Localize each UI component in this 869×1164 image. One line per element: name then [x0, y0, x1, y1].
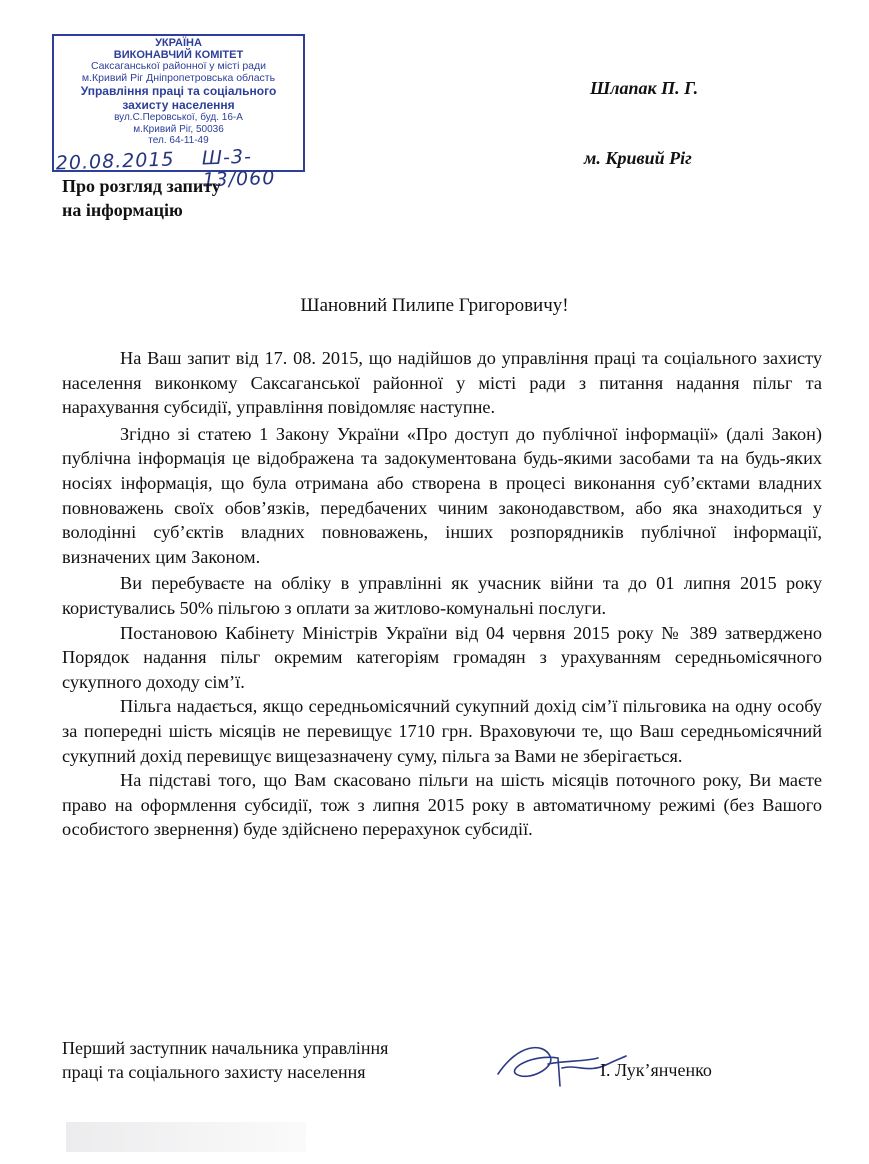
- stamp-country: УКРАЇНА: [155, 37, 202, 49]
- greeting: Шановний Пилипе Григоровичу!: [300, 295, 569, 316]
- stamp-street: вул.С.Перовської, буд. 16-А: [114, 112, 243, 123]
- signature-block: [62, 1036, 388, 1084]
- paragraph-status: Ви перебуваєте на обліку в управлінні як учасник війни та до 01 липня 2015 року користувались 50% пільгою з оплати за житлово-комунальні послуги.: [62, 573, 822, 618]
- subject-line-1: Про розгляд запиту: [62, 176, 221, 196]
- stamp-region: м.Кривий Ріг Дніпропетровська область: [81, 71, 276, 84]
- stamp-department-line2: захисту населення: [122, 98, 235, 112]
- letter-subject: [62, 174, 221, 222]
- paragraph-request: На Ваш запит від 17. 08. 2015, що надійшов до управління праці та соціального захисту населення виконкому Саксаганської районної у місті ради з питання надання пільг та нарахування субсидії, управління повідомляє наступне.: [62, 348, 822, 418]
- paragraph-law: Згідно зі статею 1 Закону України «Про доступ до публічної інформації» (далі Закон) публічна інформація це відображена та задокументована будь-якими засобами та на будь-яких носіях інформація, що була отримана або створена в процесі виконання суб’єктами владних повноважень своїх обов’язків, передбачених чиним законодавством, або яка знаходиться у володінні суб’єктів владних повноважень, інших розпорядників публічної інформації, визначених цим Законом.: [62, 423, 822, 567]
- stamp-city: м.Кривий Ріг, 50036: [133, 123, 224, 135]
- signer-title-line-2: праці та соціального захисту населення: [62, 1062, 366, 1082]
- paragraph-resolution: Постановою Кабінету Міністрів України від 04 червня 2015 року № 389 затверджено Порядок надання пільг окремим категоріям громадян з урахуванням середньомісячного сукупного доходу сім’ї.: [62, 622, 822, 692]
- paragraph-subsidy: На підставі того, що Вам скасовано пільги на шість місяців поточного року, Ви маєте право на оформлення субсидії, тож з липня 2015 року в автоматичному режимі (без Вашого особистого звернення) буде здійснено перерахунок субсидії.: [62, 770, 822, 840]
- faded-stamp-residue: [66, 1122, 306, 1152]
- stamp-committee: ВИКОНАВЧИЙ КОМІТЕТ: [113, 48, 244, 61]
- signer-name: І. Лук’янченко: [600, 1060, 712, 1080]
- handwritten-date: 20.08.2015: [55, 148, 175, 175]
- subject-line-2: на інформацію: [62, 200, 183, 220]
- recipient-city: м. Кривий Ріг: [584, 148, 692, 168]
- handwritten-number: Ш-3-13/060: [201, 145, 276, 192]
- paragraph-condition: Пільга надається, якщо середньомісячний сукупний дохід сім’ї пільговика на одну особу за попередні шість місяців не перевищує 1710 грн. Враховуючи те, що Ваш середньомісячний сукупний дохід перевищує вищезазначену суму, пільга за Вами не зберігається.: [62, 696, 822, 766]
- letter-body: [62, 346, 822, 842]
- stamp-district: Саксаганської районної у місті ради: [90, 60, 267, 72]
- recipient-name: Шлапак П. Г.: [590, 78, 699, 98]
- signer-title-line-1: Перший заступник начальника управління: [62, 1038, 389, 1058]
- stamp-phone: тел. 64-11-49: [148, 135, 209, 146]
- stamp-department-line1: Управління праці та соціального: [80, 84, 277, 98]
